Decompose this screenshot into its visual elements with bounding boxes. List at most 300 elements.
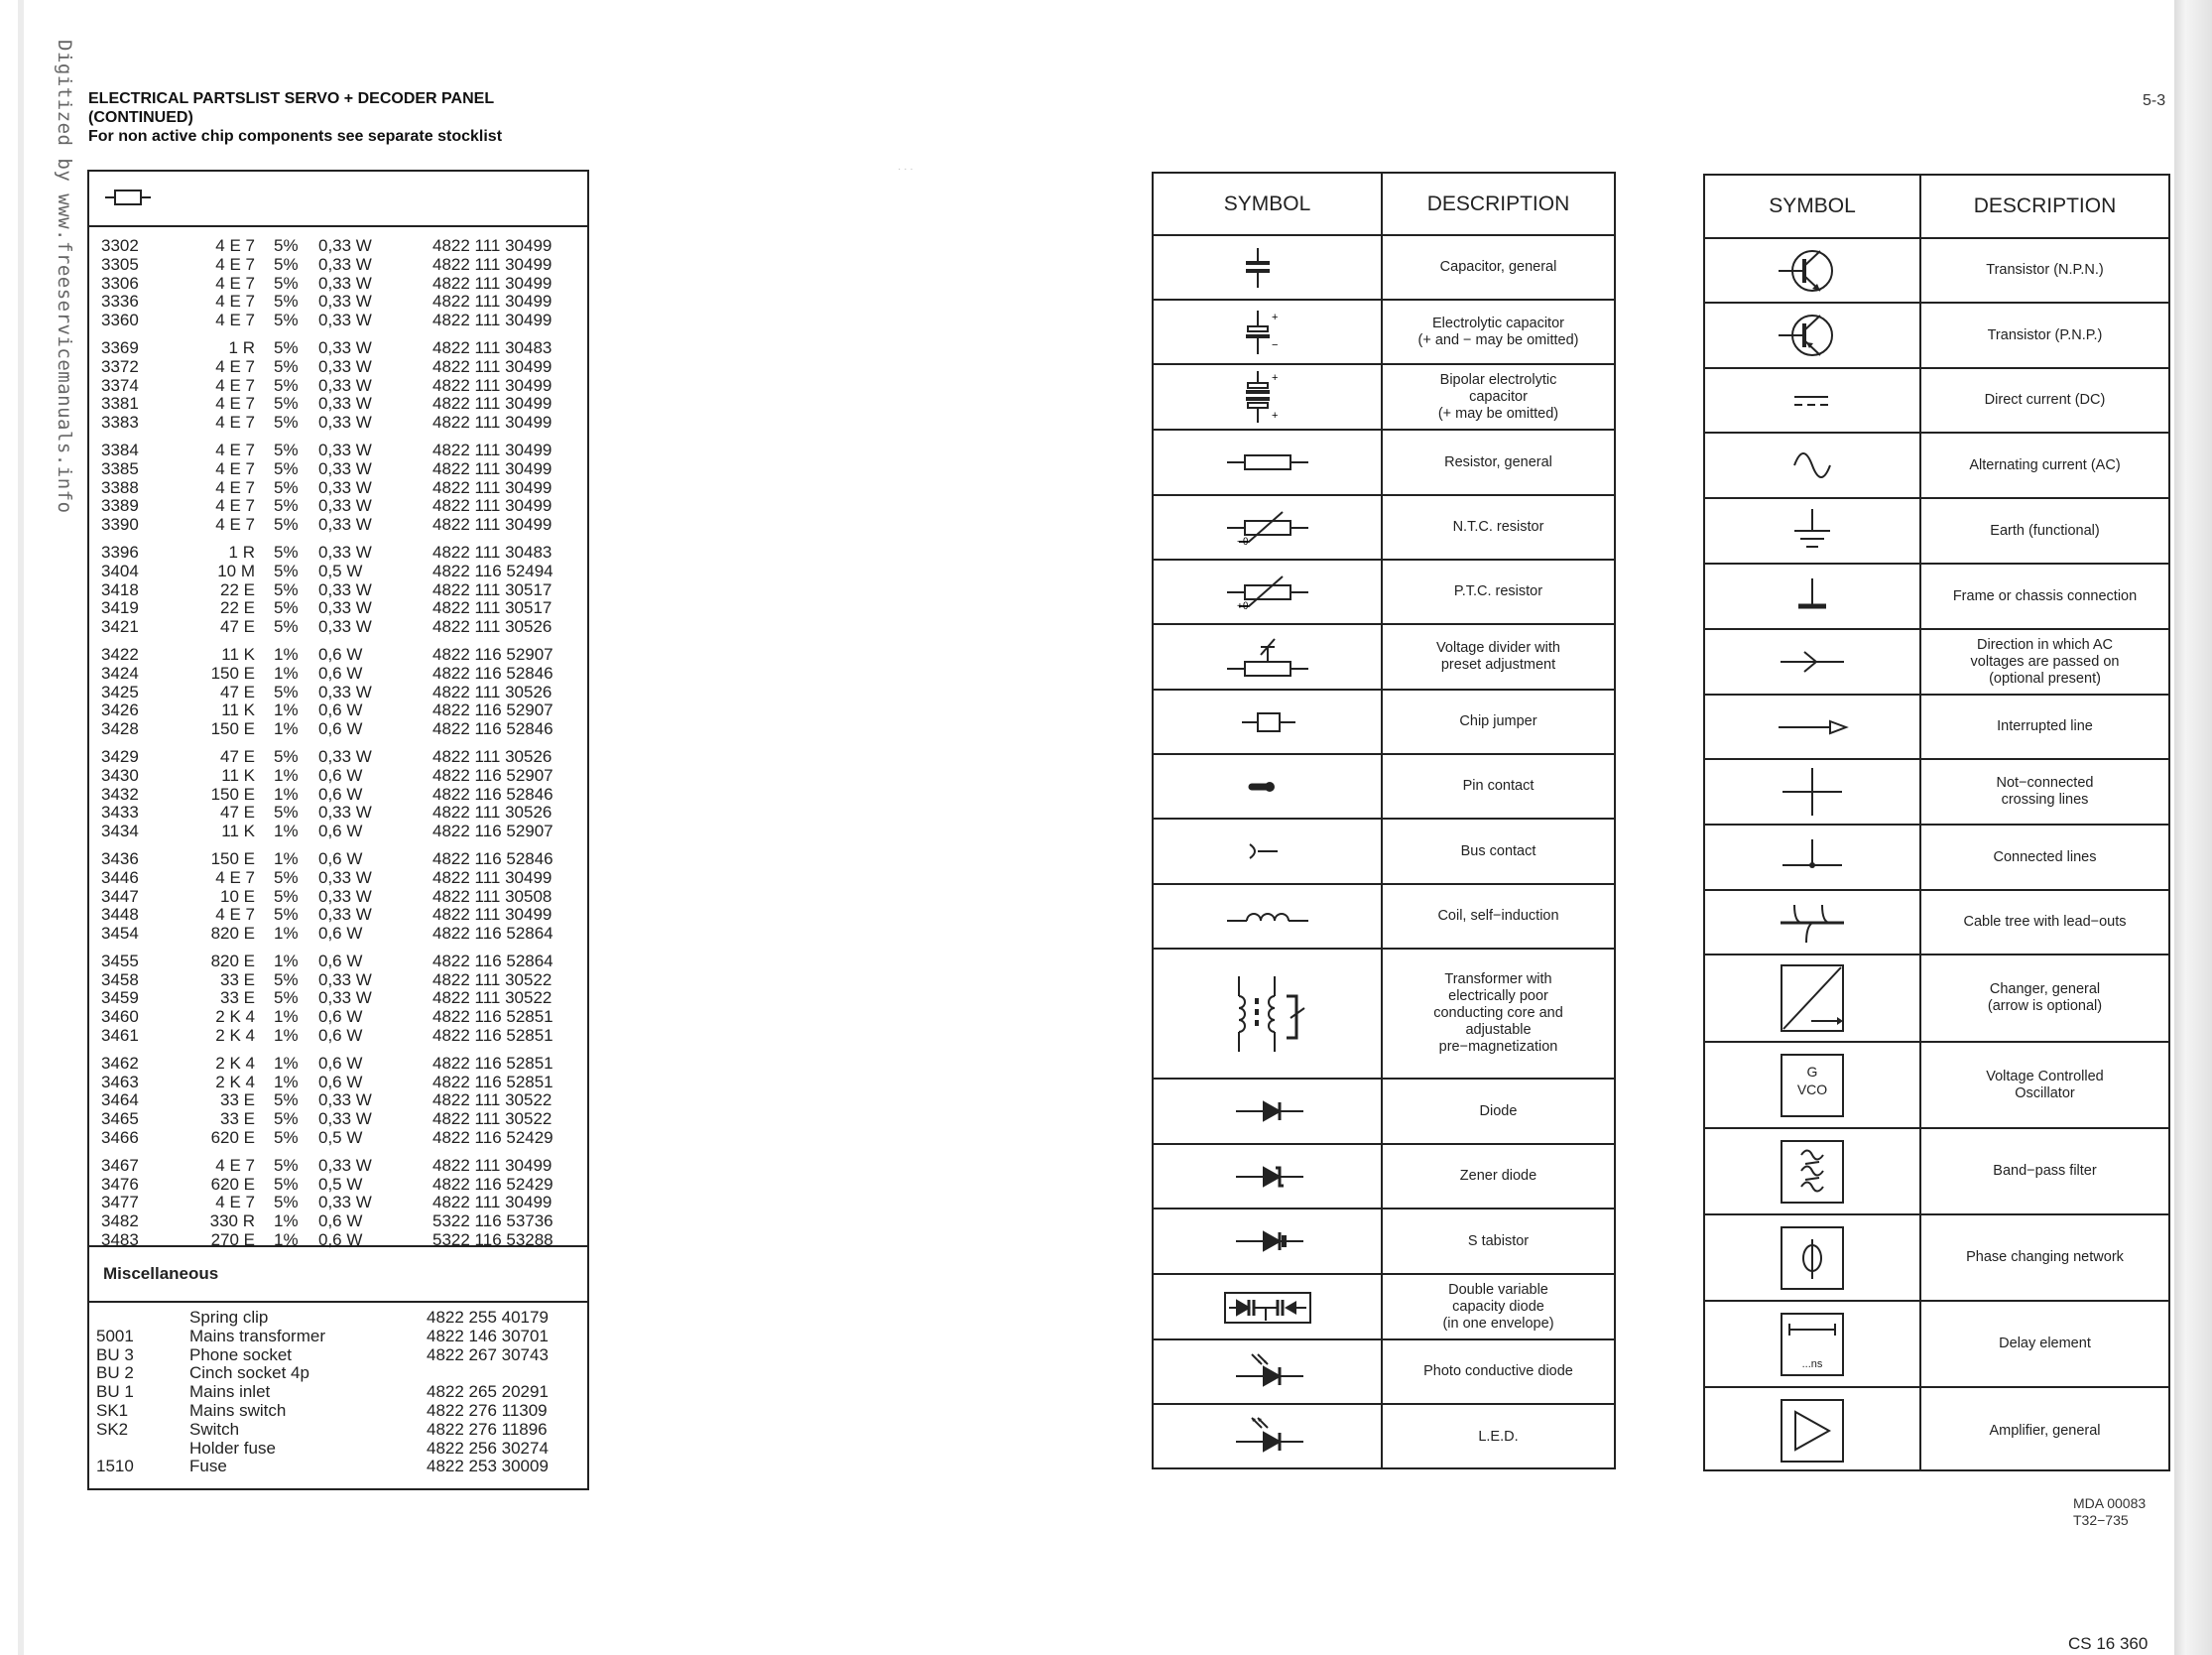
- part-wattage: 0,33 W: [318, 867, 372, 887]
- part-value: 4 E 7: [215, 413, 255, 433]
- part-code: 3433: [101, 803, 139, 823]
- part-row: [89, 237, 587, 256]
- resistor-icon: [105, 186, 151, 209]
- part-tolerance: 1%: [274, 924, 299, 944]
- part-wattage: 0,33 W: [318, 617, 372, 637]
- part-wattage: 0,33 W: [318, 1155, 372, 1175]
- part-number: 4822 111 30499: [432, 458, 553, 478]
- photo-diode-icon: [1228, 1342, 1307, 1402]
- double-varicap-icon: [1223, 1277, 1312, 1337]
- part-code: 3404: [101, 561, 139, 580]
- part-wattage: 0,33 W: [318, 254, 372, 274]
- parts-block: [89, 748, 587, 841]
- part-wattage: 0,6 W: [318, 1211, 363, 1231]
- page-number: 5-3: [2143, 92, 2166, 109]
- drawing-code: [2073, 1495, 2146, 1529]
- part-tolerance: 5%: [274, 542, 299, 562]
- part-tolerance: 5%: [274, 579, 299, 599]
- part-row: [89, 684, 587, 702]
- misc-description: Mains transformer: [189, 1326, 325, 1345]
- part-wattage: 0,33 W: [318, 746, 372, 766]
- part-number: 4822 111 30526: [432, 682, 553, 701]
- part-number: 4822 111 30526: [432, 746, 553, 766]
- part-code: 3383: [101, 413, 139, 433]
- symbol-row: [1154, 1209, 1614, 1275]
- part-value: 2 K 4: [215, 1007, 255, 1027]
- symbol-cell: [1705, 696, 1919, 758]
- voltage-divider-icon: [1225, 627, 1310, 687]
- part-value: 4 E 7: [215, 375, 255, 395]
- symbol-description: Direction in which AC voltages are passed on (optional present): [1970, 636, 2120, 687]
- symbol-description: Alternating current (AC): [1969, 456, 2121, 473]
- misc-description: Mains inlet: [189, 1382, 271, 1402]
- symbol-description: Direct current (DC): [1984, 392, 2106, 408]
- parts-block: [89, 339, 587, 433]
- part-wattage: 0,33 W: [318, 598, 372, 618]
- part-number: 4822 111 30483: [432, 337, 553, 357]
- crossing-lines-icon: [1773, 762, 1852, 822]
- part-wattage: 0,6 W: [318, 1007, 363, 1027]
- part-tolerance: 1%: [274, 663, 299, 683]
- electrolytic-capacitor-icon: [1228, 303, 1307, 362]
- part-tolerance: 5%: [274, 458, 299, 478]
- part-tolerance: 1%: [274, 700, 299, 720]
- part-wattage: 0,33 W: [318, 375, 372, 395]
- part-wattage: 0,33 W: [318, 1109, 372, 1129]
- part-value: 4 E 7: [215, 311, 255, 330]
- symbol-description: Band−pass filter: [1993, 1163, 2097, 1179]
- part-code: 3388: [101, 477, 139, 497]
- part-code: 3466: [101, 1128, 139, 1148]
- part-code: 3477: [101, 1193, 139, 1212]
- part-row: [89, 1212, 587, 1231]
- part-code: 3467: [101, 1155, 139, 1175]
- part-wattage: 0,33 W: [318, 273, 372, 293]
- page-edge-left: [18, 0, 24, 1655]
- part-code: 3425: [101, 682, 139, 701]
- part-row: [89, 460, 587, 479]
- part-code: 3448: [101, 905, 139, 925]
- part-code: 3454: [101, 924, 139, 944]
- header-title: ELECTRICAL PARTSLIST SERVO + DECODER PANEL: [88, 90, 495, 107]
- part-code: 3458: [101, 969, 139, 989]
- part-row: [89, 925, 587, 944]
- part-value: 47 E: [220, 682, 255, 701]
- part-number: 4822 111 30499: [432, 867, 553, 887]
- parts-block: [89, 953, 587, 1046]
- symbol-row: [1154, 755, 1614, 820]
- ntc-resistor-icon: [1225, 498, 1310, 558]
- symbol-row: [1154, 691, 1614, 755]
- part-tolerance: 1%: [274, 1230, 299, 1250]
- part-code: 3385: [101, 458, 139, 478]
- part-value: 47 E: [220, 617, 255, 637]
- part-wattage: 0,33 W: [318, 988, 372, 1008]
- part-code: 3462: [101, 1053, 139, 1073]
- part-number: 4822 111 30522: [432, 988, 553, 1008]
- part-tolerance: 5%: [274, 254, 299, 274]
- part-tolerance: 5%: [274, 682, 299, 701]
- misc-number: 4822 276 11896: [427, 1419, 548, 1439]
- part-wattage: 0,33 W: [318, 515, 372, 535]
- part-row: [89, 1008, 587, 1027]
- part-row: [89, 479, 587, 498]
- part-value: 11 K: [221, 822, 255, 841]
- part-value: 2 K 4: [215, 1072, 255, 1091]
- part-tolerance: 1%: [274, 765, 299, 785]
- watermark: Digitized by www.freeservicemanuals.info: [54, 40, 75, 514]
- part-code: 3463: [101, 1072, 139, 1091]
- symbol-cell: [1154, 1080, 1381, 1143]
- symbol-description: L.E.D.: [1478, 1429, 1519, 1445]
- misc-row: [89, 1402, 587, 1421]
- part-value: 4 E 7: [215, 1155, 255, 1175]
- part-number: 4822 111 30499: [432, 905, 553, 925]
- part-code: 3464: [101, 1090, 139, 1110]
- part-tolerance: 1%: [274, 1211, 299, 1231]
- part-tolerance: 5%: [274, 886, 299, 906]
- symbol-description: Voltage divider with preset adjustment: [1436, 640, 1560, 673]
- part-tolerance: 5%: [274, 311, 299, 330]
- part-value: 4 E 7: [215, 440, 255, 459]
- part-code: 3430: [101, 765, 139, 785]
- drawing-code-1: MDA 00083: [2073, 1495, 2147, 1511]
- phase-network-icon: [1772, 1223, 1853, 1293]
- part-row: [89, 293, 587, 312]
- part-tolerance: 5%: [274, 803, 299, 823]
- part-code: 3434: [101, 822, 139, 841]
- symbol-row: [1154, 1340, 1614, 1405]
- parts-block: [89, 646, 587, 739]
- misc-list: [89, 1309, 587, 1476]
- symbol-cell: [1705, 565, 1919, 628]
- chip-jumper-icon: [1228, 693, 1307, 752]
- symbol-description: P.T.C. resistor: [1453, 583, 1543, 599]
- part-row: [89, 720, 587, 739]
- misc-code: SK1: [96, 1400, 129, 1420]
- part-value: 150 E: [210, 719, 255, 739]
- part-tolerance: 5%: [274, 337, 299, 357]
- symbol-row: [1154, 1145, 1614, 1209]
- part-tolerance: 5%: [274, 477, 299, 497]
- part-code: 3384: [101, 440, 139, 459]
- cable-tree-icon: [1773, 893, 1852, 953]
- part-value: 4 E 7: [215, 356, 255, 376]
- part-value: 4 E 7: [215, 254, 255, 274]
- part-code: 3369: [101, 337, 139, 357]
- header-subtitle: (CONTINUED): [88, 109, 193, 126]
- symbol-cell: [1154, 301, 1381, 363]
- capacitor-icon: [1228, 238, 1307, 298]
- part-tolerance: 1%: [274, 1053, 299, 1073]
- part-wattage: 0,33 W: [318, 292, 372, 312]
- misc-number: 4822 276 11309: [427, 1400, 548, 1420]
- part-wattage: 0,6 W: [318, 1230, 363, 1250]
- part-row: [89, 1055, 587, 1074]
- stabistor-icon: [1228, 1211, 1307, 1271]
- part-value: 150 E: [210, 784, 255, 804]
- part-wattage: 0,33 W: [318, 886, 372, 906]
- part-row: [89, 665, 587, 684]
- part-row: [89, 581, 587, 600]
- part-tolerance: 1%: [274, 1072, 299, 1091]
- symbol-row: [1154, 1275, 1614, 1340]
- part-wattage: 0,6 W: [318, 822, 363, 841]
- vco-icon: [1772, 1051, 1853, 1120]
- part-code: 3446: [101, 867, 139, 887]
- misc-description: Phone socket: [189, 1344, 293, 1364]
- parts-block: [89, 237, 587, 330]
- part-number: 4822 116 52907: [432, 644, 553, 664]
- document-ref: CS 16 360: [2068, 1634, 2149, 1653]
- part-row: [89, 414, 587, 433]
- part-wattage: 0,5 W: [318, 561, 363, 580]
- part-number: 4822 116 52851: [432, 1072, 553, 1091]
- part-wattage: 0,33 W: [318, 803, 372, 823]
- symbol-description: Frame or chassis connection: [1952, 587, 2138, 604]
- part-number: 4822 111 30522: [432, 969, 553, 989]
- part-row: [89, 497, 587, 516]
- symbol-row: [1705, 565, 2168, 630]
- part-wattage: 0,6 W: [318, 1026, 363, 1046]
- svg-text:+: +: [1271, 372, 1278, 384]
- symbol-description: Voltage Controlled Oscillator: [1986, 1068, 2104, 1101]
- coil-icon: [1223, 887, 1312, 947]
- part-value: 4 E 7: [215, 394, 255, 414]
- symbol-cell: [1154, 1145, 1381, 1208]
- part-code: 3390: [101, 515, 139, 535]
- part-value: 150 E: [210, 848, 255, 868]
- part-row: [89, 786, 587, 805]
- part-wattage: 0,33 W: [318, 579, 372, 599]
- part-wattage: 0,5 W: [318, 1174, 363, 1194]
- symbol-row: [1705, 434, 2168, 499]
- symbol-table-header: [1705, 176, 2168, 239]
- part-wattage: 0,33 W: [318, 356, 372, 376]
- part-code: 3432: [101, 784, 139, 804]
- part-tolerance: 5%: [274, 1174, 299, 1194]
- part-number: 4822 116 52864: [432, 924, 553, 944]
- symbol-row: [1705, 760, 2168, 826]
- misc-row: [89, 1309, 587, 1328]
- zener-diode-icon: [1228, 1147, 1307, 1207]
- part-value: 820 E: [210, 924, 255, 944]
- symbol-row: [1705, 1129, 2168, 1215]
- resistor-icon: [1225, 433, 1310, 492]
- part-code: 3459: [101, 988, 139, 1008]
- symbol-description: Interrupted line: [1997, 718, 2093, 734]
- part-value: 11 K: [221, 700, 255, 720]
- led-icon: [1228, 1408, 1307, 1467]
- part-number: 4822 111 30517: [432, 598, 553, 618]
- part-tolerance: 5%: [274, 1193, 299, 1212]
- part-number: 4822 116 52851: [432, 1007, 553, 1027]
- symbol-description: N.T.C. resistor: [1452, 519, 1544, 535]
- part-row: [89, 442, 587, 460]
- part-number: 4822 111 30499: [432, 1193, 553, 1212]
- symbol-row: [1154, 820, 1614, 885]
- misc-number: 4822 265 20291: [427, 1382, 549, 1402]
- part-number: 4822 111 30522: [432, 1090, 553, 1110]
- amplifier-icon: [1772, 1396, 1853, 1465]
- part-number: 4822 111 30499: [432, 496, 553, 516]
- part-tolerance: 5%: [274, 273, 299, 293]
- symbol-description: S tabistor: [1467, 1232, 1530, 1249]
- part-row: [89, 701, 587, 720]
- part-row: [89, 767, 587, 786]
- part-number: 4822 116 52846: [432, 663, 553, 683]
- symbol-cell: [1705, 239, 1919, 302]
- misc-description: Mains switch: [189, 1400, 287, 1420]
- part-row: [89, 1129, 587, 1148]
- part-value: 4 E 7: [215, 867, 255, 887]
- part-code: 3302: [101, 236, 139, 255]
- part-value: 150 E: [210, 663, 255, 683]
- symbol-row: [1705, 304, 2168, 369]
- part-code: 3306: [101, 273, 139, 293]
- symbol-cell: [1705, 630, 1919, 694]
- part-tolerance: 5%: [274, 375, 299, 395]
- symbol-cell: [1154, 1405, 1381, 1469]
- symbol-cell: [1154, 820, 1381, 883]
- part-code: 3360: [101, 311, 139, 330]
- misc-row: [89, 1440, 587, 1459]
- part-tolerance: 1%: [274, 719, 299, 739]
- earth-icon: [1773, 501, 1852, 561]
- page-header: [88, 89, 502, 146]
- part-tolerance: 1%: [274, 784, 299, 804]
- symbol-description: Cable tree with lead−outs: [1963, 914, 2127, 930]
- part-wattage: 0,5 W: [318, 1128, 363, 1148]
- part-tolerance: 1%: [274, 1007, 299, 1027]
- part-row: [89, 1110, 587, 1129]
- symbol-row: [1705, 1043, 2168, 1129]
- symbol-cell: [1154, 625, 1381, 689]
- symbol-description: Transformer with electrically poor conducting core and adjustable pre−magnetization: [1433, 971, 1563, 1055]
- part-row: [89, 1091, 587, 1110]
- partslist-header: [89, 172, 587, 227]
- part-code: 3426: [101, 700, 139, 720]
- symbol-cell: [1154, 1209, 1381, 1273]
- symbol-cell: [1705, 1215, 1919, 1300]
- part-number: 4822 111 30499: [432, 292, 553, 312]
- part-number: 4822 111 30526: [432, 617, 553, 637]
- symbol-description: Bipolar electrolytic capacitor (+ may be omitted): [1437, 371, 1559, 422]
- part-wattage: 0,33 W: [318, 311, 372, 330]
- symbol-cell: [1705, 955, 1919, 1041]
- misc-row: [89, 1364, 587, 1383]
- misc-code: SK2: [96, 1419, 129, 1439]
- part-tolerance: 5%: [274, 356, 299, 376]
- symbol-row: [1705, 1215, 2168, 1302]
- misc-description: Switch: [189, 1419, 240, 1439]
- part-value: 1 R: [228, 337, 255, 357]
- misc-code: 5001: [96, 1326, 134, 1345]
- part-tolerance: 5%: [274, 561, 299, 580]
- symbol-cell: [1705, 1043, 1919, 1127]
- delay-element-icon: [1772, 1310, 1853, 1379]
- part-wattage: 0,6 W: [318, 951, 363, 970]
- part-number: 4822 116 52907: [432, 700, 553, 720]
- part-row: [89, 358, 587, 377]
- part-row: [89, 804, 587, 823]
- symbol-row: [1705, 499, 2168, 565]
- part-value: 620 E: [210, 1174, 255, 1194]
- bandpass-filter-icon: [1772, 1137, 1853, 1207]
- part-value: 270 E: [210, 1230, 255, 1250]
- symbol-cell: [1705, 499, 1919, 563]
- part-value: 10 E: [220, 886, 255, 906]
- parts-block: [89, 442, 587, 535]
- part-row: [89, 1194, 587, 1212]
- symbol-cell: [1705, 760, 1919, 824]
- symbol-row: [1705, 955, 2168, 1043]
- symbol-cell: [1705, 1388, 1919, 1473]
- part-number: 4822 116 52907: [432, 765, 553, 785]
- part-number: 4822 116 52846: [432, 784, 553, 804]
- part-wattage: 0,33 W: [318, 1090, 372, 1110]
- part-value: 22 E: [220, 598, 255, 618]
- part-row: [89, 823, 587, 841]
- part-value: 22 E: [220, 579, 255, 599]
- misc-description: Fuse: [189, 1457, 227, 1476]
- part-number: 4822 111 30499: [432, 236, 553, 255]
- part-wattage: 0,33 W: [318, 440, 372, 459]
- symbol-description: Not−connected crossing lines: [1996, 775, 2094, 808]
- drawing-code-2: T32−735: [2073, 1512, 2129, 1528]
- part-number: 4822 116 52846: [432, 848, 553, 868]
- symbol-cell: [1154, 236, 1381, 299]
- part-number: 4822 111 30499: [432, 375, 553, 395]
- part-code: 3436: [101, 848, 139, 868]
- part-row: [89, 1074, 587, 1092]
- part-wattage: 0,6 W: [318, 663, 363, 683]
- part-number: 4822 111 30508: [432, 886, 553, 906]
- symbol-row: [1154, 1405, 1614, 1469]
- part-number: 4822 111 30526: [432, 803, 553, 823]
- part-tolerance: 1%: [274, 951, 299, 970]
- part-number: 4822 116 52851: [432, 1026, 553, 1046]
- bus-contact-icon: [1228, 822, 1307, 881]
- symbol-description: Earth (functional): [1990, 522, 2100, 539]
- part-tolerance: 5%: [274, 598, 299, 618]
- symbol-cell: [1705, 304, 1919, 367]
- part-value: 4 E 7: [215, 292, 255, 312]
- symbol-row: [1154, 625, 1614, 691]
- part-code: 3461: [101, 1026, 139, 1046]
- part-wattage: 0,33 W: [318, 496, 372, 516]
- part-tolerance: 5%: [274, 292, 299, 312]
- part-number: 4822 111 30499: [432, 394, 553, 414]
- part-number: 4822 116 52429: [432, 1128, 553, 1148]
- part-tolerance: 5%: [274, 440, 299, 459]
- misc-code: BU 1: [96, 1382, 134, 1402]
- part-row: [89, 312, 587, 330]
- symbol-row: [1154, 885, 1614, 950]
- diode-icon: [1228, 1082, 1307, 1141]
- symbol-cell: [1154, 496, 1381, 559]
- symbol-cell: [1154, 950, 1381, 1078]
- symbol-description: Bus contact: [1460, 842, 1536, 859]
- part-value: 4 E 7: [215, 905, 255, 925]
- part-wattage: 0,6 W: [318, 848, 363, 868]
- header-note: For non active chip components see separate stocklist: [88, 128, 503, 145]
- part-value: 11 K: [221, 644, 255, 664]
- symbol-cell: [1154, 365, 1381, 429]
- part-code: 3428: [101, 719, 139, 739]
- part-row: [89, 748, 587, 767]
- symbol-description: Delay element: [1999, 1336, 2091, 1351]
